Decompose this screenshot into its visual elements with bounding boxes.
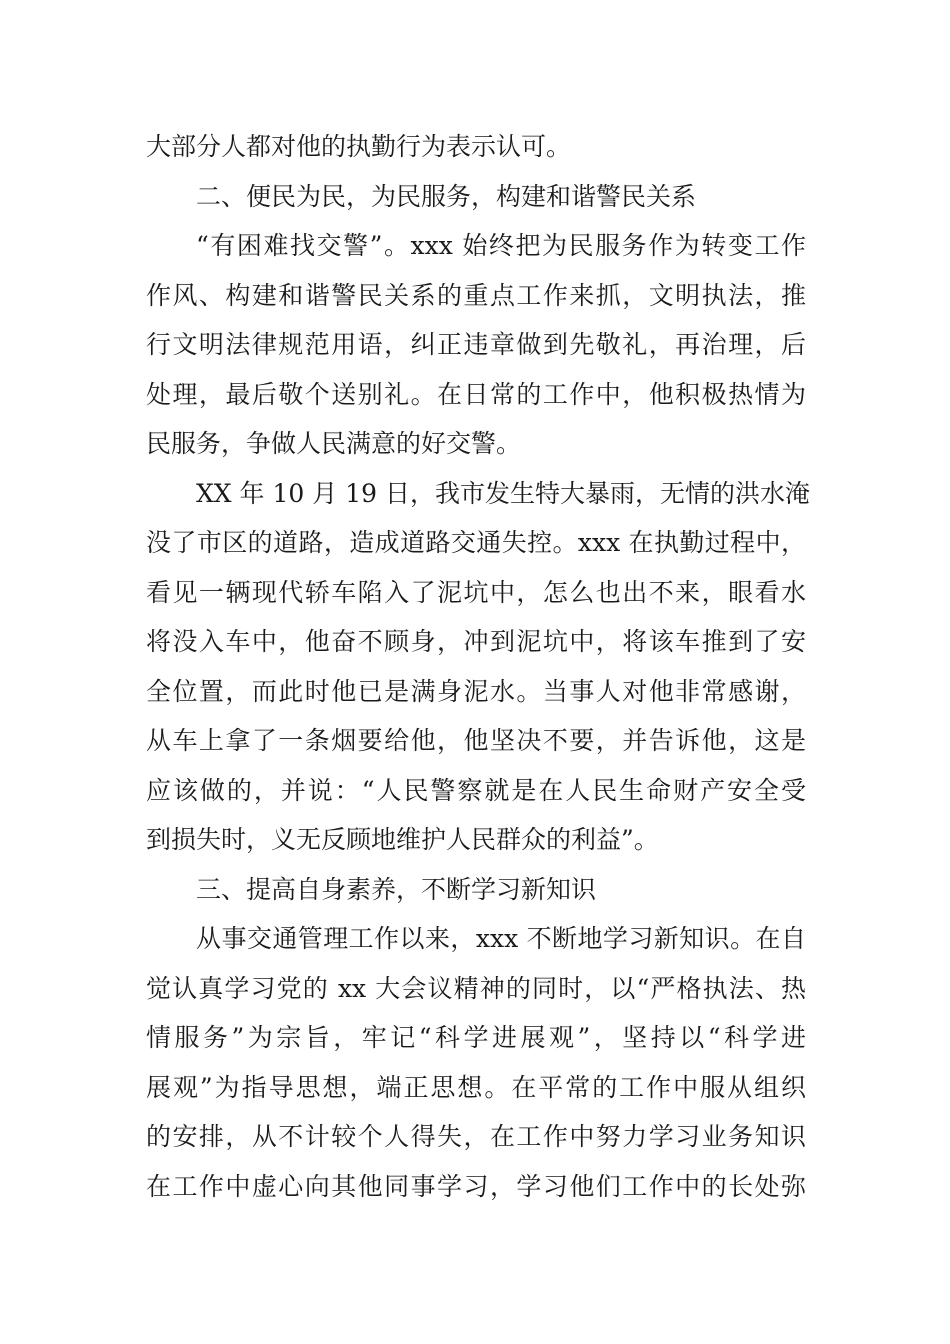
document-body — [146, 122, 810, 1211]
text-line: 到损失时，义无反顾地维护人民群众的利益”。 — [146, 825, 659, 854]
text-line: 觉认真学习党的 xx 大会议精神的同时，以“严格执法、热 — [146, 973, 806, 1003]
text-line: 看见一辆现代轿车陷入了泥坑中，怎么也出不来，眼看水 — [146, 577, 806, 607]
text-line: 应该做的，并说：“人民警察就是在人民生命财产安全受 — [146, 775, 806, 805]
text-line: 的安排，从不计较个人得失，在工作中努力学习业务知识 — [146, 1122, 806, 1151]
text-line: “有困难找交警”。xxx 始终把为民服务作为转变工作 — [196, 231, 806, 260]
text-line: 从事交通管理工作以来，xxx 不断地学习新知识。在自 — [196, 924, 806, 953]
text-line: 在工作中虚心向其他同事学习，学习他们工作中的长处弥 — [146, 1171, 806, 1201]
text-line: 大部分人都对他的执勤行为表示认可。 — [146, 132, 572, 161]
section-heading: 二、便民为民，为民服务，构建和谐警民关系 — [196, 181, 697, 211]
text-line: 展观”为指导思想，端正思想。在平常的工作中服从组织 — [146, 1072, 806, 1102]
text-line: 处理，最后敬个送别礼。在日常的工作中，他积极热情为 — [146, 379, 806, 409]
text-line: 全位置，而此时他已是满身泥水。当事人对他非常感谢， — [146, 676, 806, 706]
text-line: 行文明法律规范用语，纠正违章做到先敬礼，再治理，后 — [146, 330, 806, 359]
text-line: 从车上拿了一条烟要给他，他坚决不要，并告诉他，这是 — [146, 726, 806, 755]
text-line: 将没入车中，他奋不顾身，冲到泥坑中，将该车推到了安 — [146, 627, 806, 656]
text-line: 情服务”为宗旨，牢记“科学进展观”，坚持以“科学进 — [146, 1023, 806, 1052]
text-line: 没了市区的道路，造成道路交通失控。xxx 在执勤过程中， — [146, 528, 806, 557]
section-heading: 三、提高自身素养，不断学习新知识 — [196, 874, 597, 904]
text-line: XX 年 10 月 19 日，我市发生特大暴雨，无情的洪水淹 — [196, 478, 810, 508]
text-line: 民服务，争做人民满意的好交警。 — [146, 429, 522, 458]
text-line: 作风、构建和谐警民关系的重点工作来抓，文明执法，推 — [146, 280, 806, 310]
